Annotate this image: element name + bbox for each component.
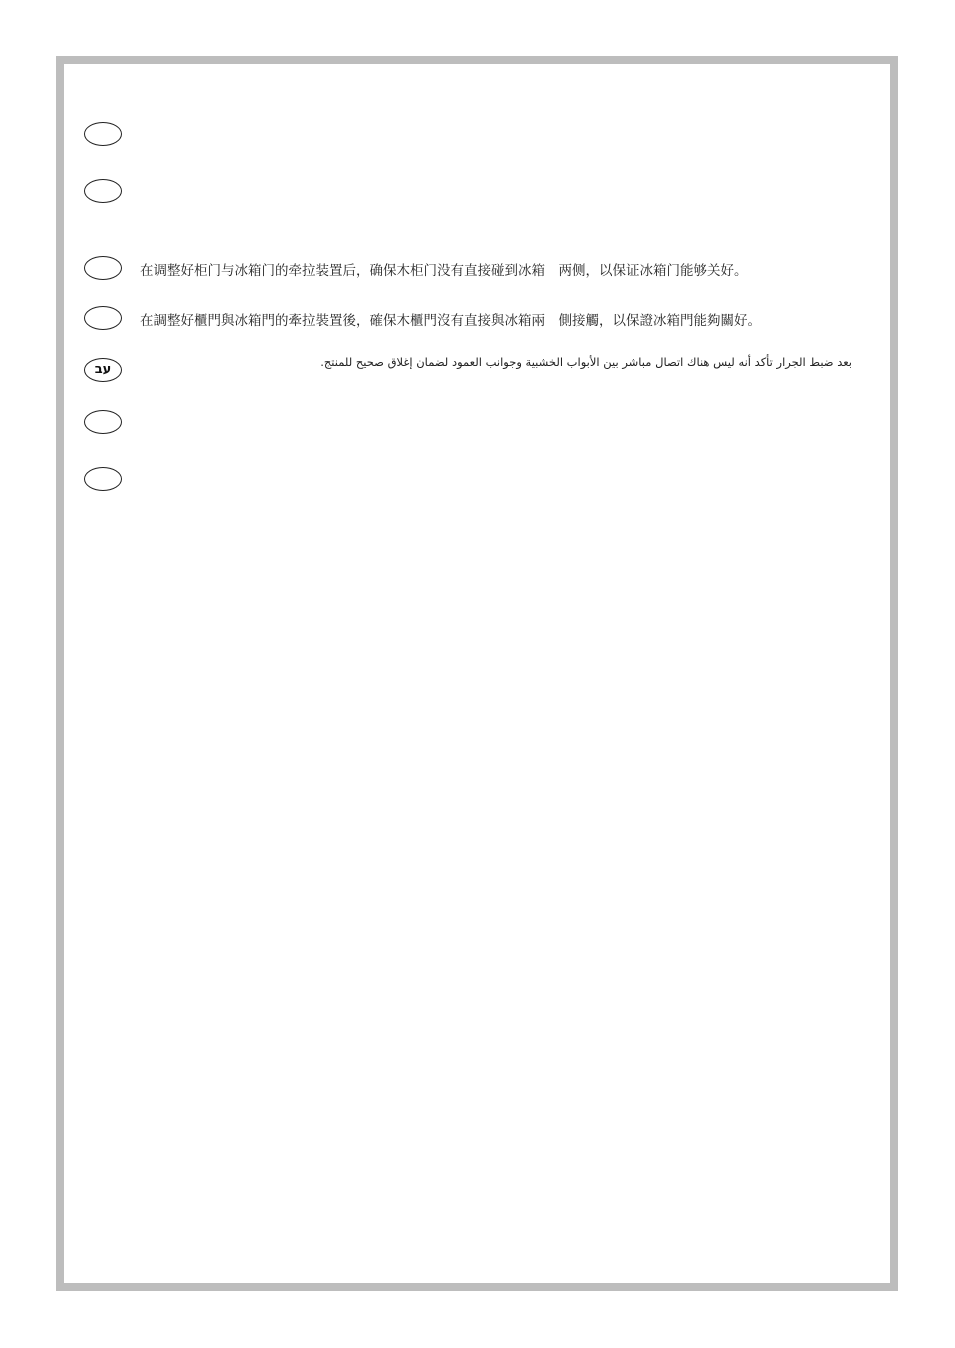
instruction-text-arabic: بعد ضبط الجرار تأكد أنه ليس هناك اتصال مباشر بين الأبواب الخشبية وجوانب العمود لضمان إغلاق صحيح للمنتج. [320, 355, 852, 369]
page-frame [56, 56, 898, 1291]
language-row-4 [84, 306, 864, 334]
language-badge-arabic: עב [84, 358, 122, 382]
language-row-7 [84, 467, 864, 495]
language-badge [84, 256, 122, 280]
language-row-6 [84, 410, 864, 438]
language-row-3 [84, 256, 864, 284]
language-badge [84, 467, 122, 491]
instruction-text-traditional-chinese: 在調整好櫃門與冰箱門的牽拉裝置後，確保木櫃門沒有直接與冰箱兩 側接觸，以保證冰箱門能夠關好。 [140, 313, 761, 329]
language-badge [84, 179, 122, 203]
language-row-1 [84, 122, 864, 150]
language-badge [84, 306, 122, 330]
instruction-text-simplified-chinese: 在调整好柜门与冰箱门的牵拉装置后，确保木柜门没有直接碰到冰箱 两侧，以保证冰箱门能够关好。 [140, 263, 748, 279]
language-row-5 [84, 355, 864, 386]
language-badge [84, 410, 122, 434]
language-row-2 [84, 179, 864, 207]
language-badge [84, 122, 122, 146]
